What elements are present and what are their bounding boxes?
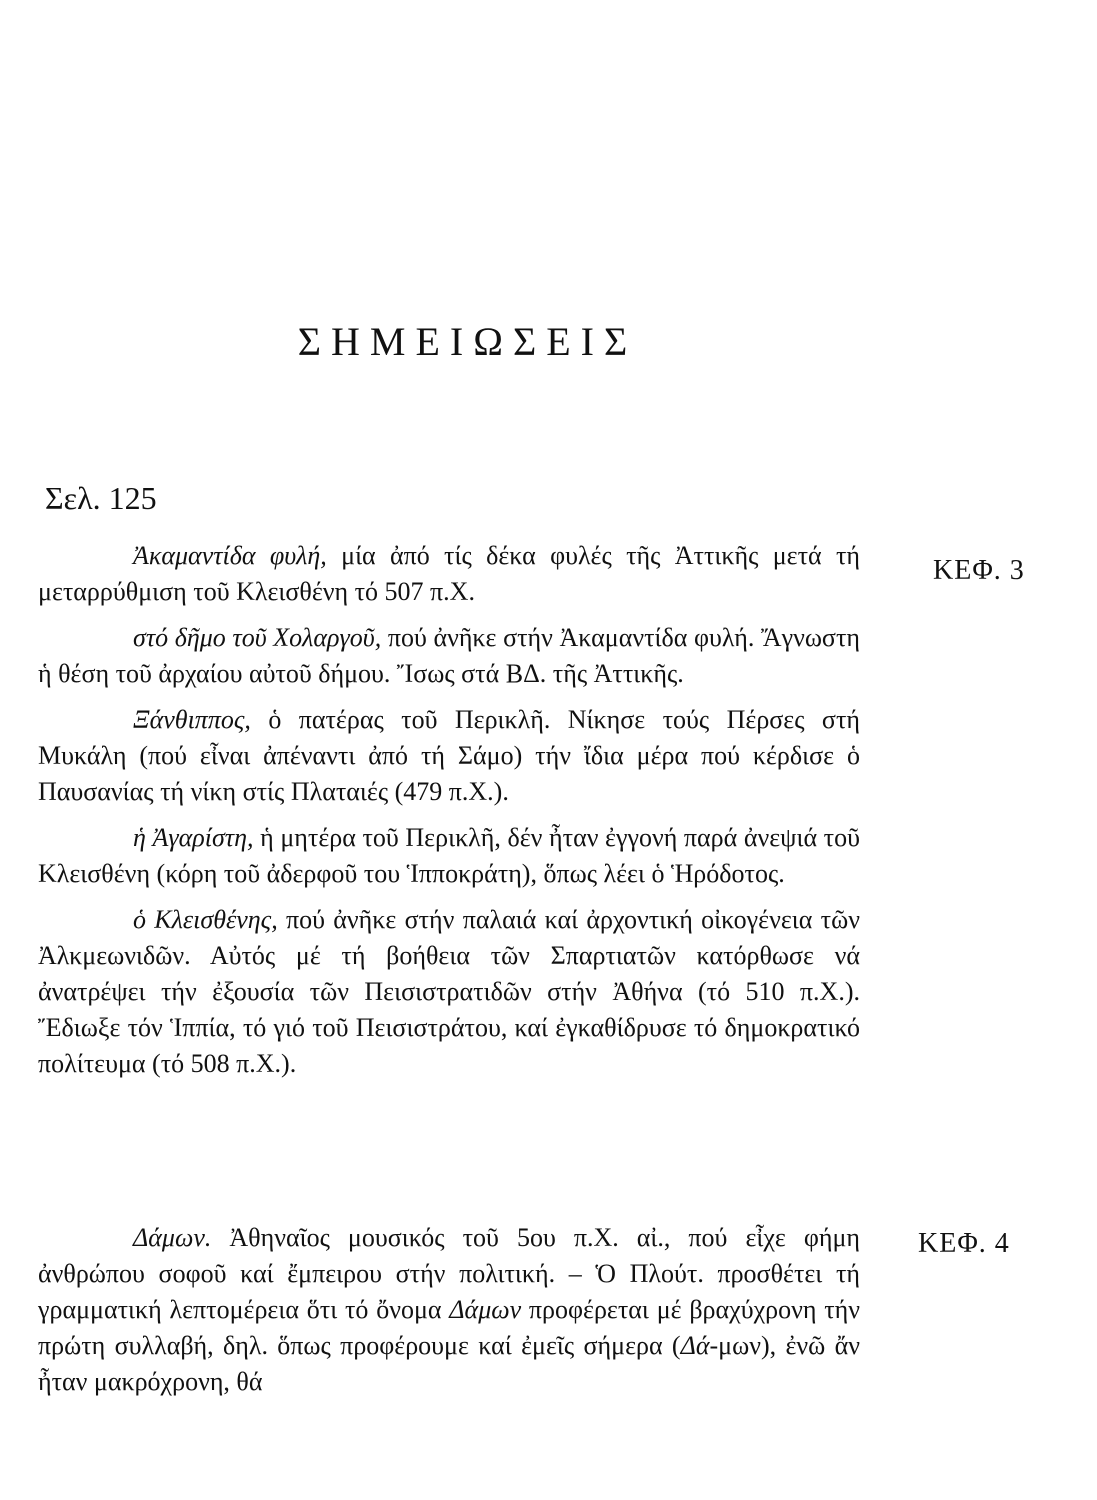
note-term: Ἀκαμαντίδα φυλή,: [133, 541, 327, 570]
note-text: πού ἀνῆκε στήν παλαιά καί ἀρχοντική οἰκογένεια τῶν Ἀλκμεωνιδῶν. Αὐτός μέ τή βοήθεια τῶν Σπαρτιατῶν κατόρθωσε νά ἀνατρέψει τήν ἐξουσία τῶν Πεισιστρατιδῶν στήν Ἀθήνα (τό 510 π.Χ.). Ἔδιωξε τόν Ἱππία, τό γιό τοῦ Πεισιστράτου, καί ἐγκαθίδρυσε τό δημοκρατικό πολίτευμα (τό 508 π.Χ.).: [38, 905, 860, 1078]
note-paragraph: [38, 1220, 860, 1400]
notes-section-chapter-3: [38, 538, 860, 1092]
note-paragraph: [38, 820, 860, 892]
note-term-inline: Δάμων: [449, 1295, 522, 1324]
note-text: πού ἀνῆκε στήν Ἀκαμαντίδα φυλή. Ἄγνωστη ἡ θέση τοῦ ἀρχαίου αὐτοῦ δήμου. Ἴσως στά ΒΔ. τῆς Ἀττικῆς.: [38, 623, 860, 688]
page-heading: ΣΗΜΕΙΩΣΕΙΣ: [297, 319, 638, 364]
note-text: -μων), ἐνῶ ἄν ἦταν μακρόχρονη, θά: [38, 1331, 860, 1396]
page-reference: Σελ. 125: [45, 480, 157, 516]
note-term: ἡ Ἀγαρίστη,: [133, 823, 254, 852]
note-paragraph: [38, 702, 860, 810]
note-paragraph: [38, 620, 860, 692]
note-term: ὁ Κλεισθένης,: [133, 905, 278, 934]
note-text: μία ἀπό τίς δέκα φυλές τῆς Ἀττικῆς μετά τή μεταρρύθμιση τοῦ Κλεισθένη τό 507 π.Χ.: [38, 541, 860, 606]
chapter-4-label: ΚΕΦ. 4: [918, 1228, 1010, 1259]
note-text: ἡ μητέρα τοῦ Περικλῆ, δέν ἦταν ἐγγονή παρά ἀνεψιά τοῦ Κλεισθένη (κόρη τοῦ ἀδερφοῦ του Ἱπποκράτη), ὅπως λέει ὁ Ἡρόδοτος.: [38, 823, 861, 888]
chapter-3-label: ΚΕΦ. 3: [933, 555, 1025, 586]
note-term: στό δῆμο τοῦ Χολαργοῦ,: [133, 623, 382, 652]
note-text: Ἀθηναῖος μουσικός τοῦ 5ου π.Χ. αἰ., πού εἶχε φήμη ἀνθρώπου σοφοῦ καί ἔμπειρου στήν πολιτική. – Ὁ Πλούτ. προσθέτει τή γραμματική λεπτομέρεια ὅτι τό ὄνομα: [38, 1223, 860, 1324]
note-paragraph: [38, 538, 860, 610]
note-term: Δάμων.: [133, 1223, 212, 1252]
note-term: Ξάνθιππος,: [133, 705, 251, 734]
note-paragraph: [38, 902, 860, 1082]
note-term-inline: Δά: [680, 1331, 710, 1360]
note-text: ὁ πατέρας τοῦ Περικλῆ. Νίκησε τούς Πέρσες στή Μυκάλη (πού εἶναι ἀπέναντι ἀπό τή Σάμο) τήν ἴδια μέρα πού κέρδισε ὁ Παυσανίας τή νίκη στίς Πλαταιές (479 π.Χ.).: [38, 705, 860, 806]
note-text: προφέρεται μέ βραχύχρονη τήν πρώτη συλλαβή, δηλ. ὅπως προφέρουμε καί ἐμεῖς σήμερα (: [38, 1295, 861, 1360]
notes-section-chapter-4: [38, 1220, 860, 1410]
